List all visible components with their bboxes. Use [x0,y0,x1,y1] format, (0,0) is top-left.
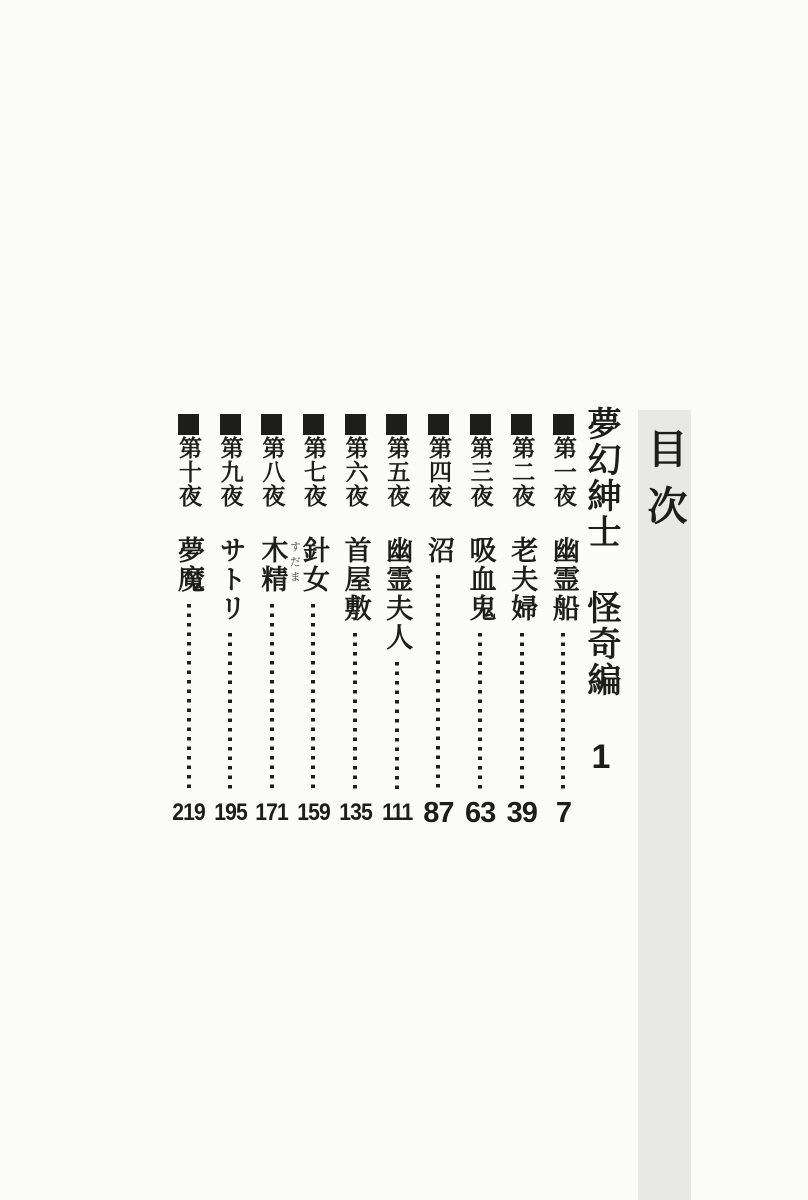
chapter-label: 第五夜 [384,436,411,508]
page-number: 63 [464,796,496,829]
black-square-icon [261,414,282,435]
chapter-title-text: 針女 [298,536,329,594]
dot-leader [561,633,565,789]
chapter-title [467,536,494,623]
dot-leader [311,604,315,789]
black-square-icon [428,414,449,435]
chapter-title-text: 幽霊夫人 [382,536,413,652]
chapter-title-text: 木精 [257,536,288,594]
dot-leader [436,575,440,789]
dot-leader [395,662,399,789]
black-square-icon [511,414,532,435]
chapter-title-text: 首屋敷 [340,536,371,623]
chapter-furigana: すだま [288,541,301,586]
chapter-label: 第十夜 [176,436,202,508]
chapter-label: 第二夜 [509,436,536,508]
toc-entry [503,414,540,828]
series-title: 夢幻紳士 怪奇編 1 [582,406,620,778]
dot-leader [353,633,357,789]
dot-leader [520,633,524,789]
chapter-title-text: 老夫婦 [507,536,538,623]
toc-entry [420,414,457,828]
page-number: 195 [213,799,247,826]
dot-leader [270,604,274,789]
chapter-label: 第六夜 [342,436,369,508]
chapter-title [257,536,301,594]
chapter-title-text: サトリ [215,536,246,623]
black-square-icon [178,414,199,435]
chapter-title [217,536,244,623]
chapter-title [300,536,327,594]
black-square-icon [303,414,324,435]
chapter-title-text: 沼 [423,536,454,565]
page-number: 39 [506,796,537,829]
toc-entry [378,414,415,828]
page-number: 7 [555,796,571,829]
chapter-label: 第一夜 [550,436,577,508]
toc-tab-band [638,410,691,1200]
dot-leader [478,633,482,789]
black-square-icon [345,414,366,435]
toc-entry [545,414,582,828]
chapter-label: 第三夜 [467,436,494,508]
black-square-icon [386,414,407,435]
chapter-title [507,536,538,623]
toc-entries [170,414,582,828]
toc-entry [212,414,249,828]
toc-entry [295,414,332,828]
toc-entry [170,414,207,828]
chapter-title-text: 夢魔 [174,536,204,594]
chapter-title [425,536,452,565]
page-number: 219 [172,799,205,826]
chapter-label: 第九夜 [217,436,244,508]
page-number: 87 [423,796,454,829]
chapter-title [382,536,413,652]
toc-tab-label: 目次 [642,428,686,542]
black-square-icon [553,414,574,435]
chapter-title [175,536,202,594]
chapter-title [342,536,369,623]
black-square-icon [470,414,491,435]
page-number: 159 [297,799,330,826]
page-number: 135 [338,799,372,826]
black-square-icon [220,414,241,435]
chapter-label: 第四夜 [425,436,452,508]
toc-entry [462,414,499,828]
page-number: 171 [255,799,289,826]
dot-leader [228,633,232,789]
chapter-title [550,536,577,623]
page-number: 111 [381,799,412,826]
toc-entry [337,414,374,828]
chapter-title-text: 吸血鬼 [465,536,496,623]
chapter-label: 第八夜 [259,436,286,508]
chapter-label: 第七夜 [300,436,327,508]
chapter-title-text: 幽霊船 [548,536,579,623]
dot-leader [187,604,191,789]
toc-entry [253,414,301,828]
